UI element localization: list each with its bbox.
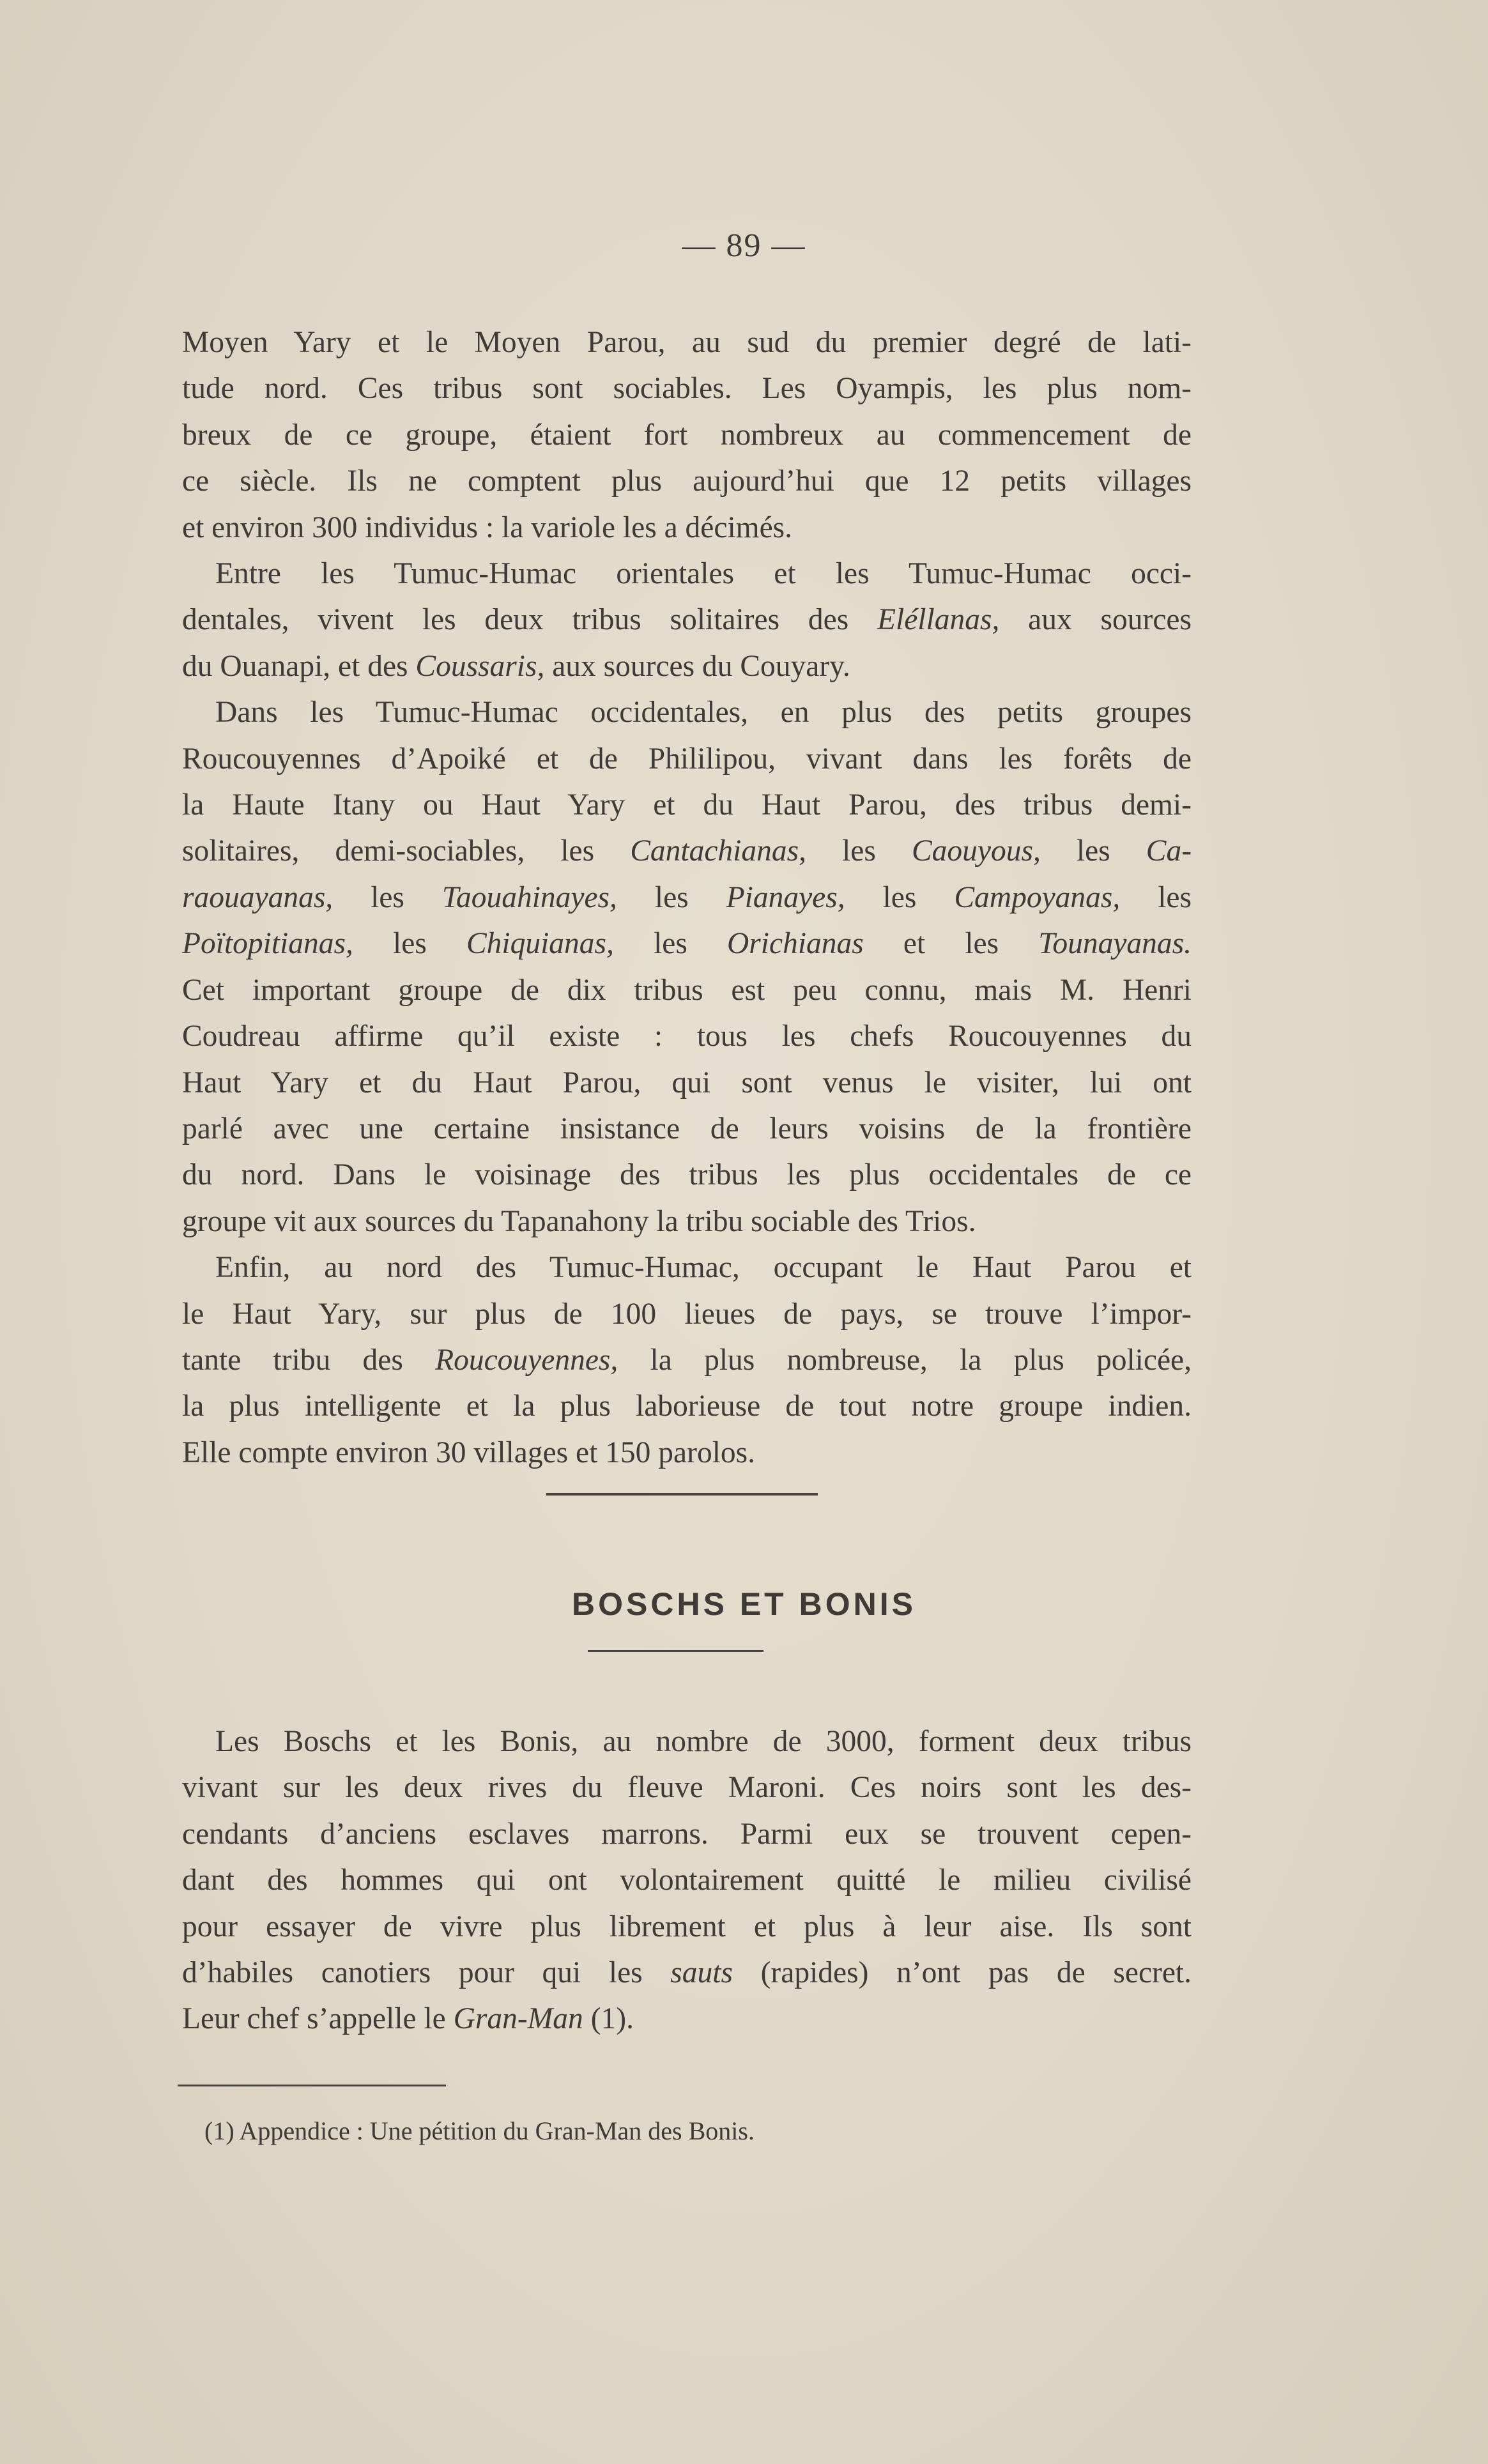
text-line: Enfin, au nord des Tumuc-Humac, occupant le Haut Parou et xyxy=(215,1251,1192,1285)
text-line: la plus intelligente et la plus laborieuse de tout notre groupe indien. xyxy=(182,1389,1192,1423)
text-line: la Haute Itany ou Haut Yary et du Haut Parou, des tribus demi- xyxy=(182,788,1192,822)
footnote-rule xyxy=(178,2085,446,2086)
text-line: du Ouanapi, et des Coussaris, aux sources du Couyary. xyxy=(182,649,850,683)
text-line: Haut Yary et du Haut Parou, qui sont venus le visiter, lui ont xyxy=(182,1066,1192,1099)
section-text-block xyxy=(182,1718,1192,2042)
text-line: dant des hommes qui ont volontairement quitté le milieu civilisé xyxy=(182,1863,1192,1897)
text-line: Leur chef s’appelle le Gran-Man (1). xyxy=(182,2002,634,2036)
text-line: le Haut Yary, sur plus de 100 lieues de pays, se trouve l’impor- xyxy=(182,1297,1192,1331)
paragraph xyxy=(182,551,1192,689)
text-line: Elle compte environ 30 villages et 150 parolos. xyxy=(182,1435,756,1469)
text-line: groupe vit aux sources du Tapanahony la tribu sociable des Trios. xyxy=(182,1204,976,1238)
section-divider-rule xyxy=(546,1493,818,1496)
main-text-block xyxy=(182,319,1192,1476)
paragraph xyxy=(182,1718,1192,2042)
text-line: Poïtopitianas, les Chiquianas, les Orichianas et les Tounayanas. xyxy=(182,927,1192,961)
paragraph xyxy=(182,689,1192,1244)
text-line: et environ 300 individus : la variole les a décimés. xyxy=(182,510,793,544)
title-underline-rule xyxy=(588,1650,763,1652)
text-line: Coudreau affirme qu’il existe : tous les chefs Roucouyennes du xyxy=(182,1020,1192,1053)
text-line: tante tribu des Roucouyennes, la plus nombreuse, la plus policée, xyxy=(182,1343,1192,1377)
paragraph xyxy=(182,1244,1192,1476)
text-line: dentales, vivent les deux tribus solitaires des Eléllanas, aux sources xyxy=(182,603,1192,637)
text-line: pour essayer de vivre plus librement et plus à leur aise. Ils sont xyxy=(182,1909,1192,1943)
text-line: du nord. Dans le voisinage des tribus les plus occidentales de ce xyxy=(182,1158,1192,1192)
text-line: Moyen Yary et le Moyen Parou, au sud du premier degré de lati- xyxy=(182,326,1192,359)
text-line: Cet important groupe de dix tribus est peu connu, mais M. Henri xyxy=(182,973,1192,1007)
text-line: Roucouyennes d’Apoiké et de Phililipou, vivant dans les forêts de xyxy=(182,742,1192,776)
section-title: BOSCHS ET BONIS xyxy=(572,1586,916,1622)
text-line: solitaires, demi-sociables, les Cantachianas, les Caouyous, les Ca- xyxy=(182,834,1192,868)
text-line: Les Boschs et les Bonis, au nombre de 3000, forment deux tribus xyxy=(215,1725,1192,1758)
text-line: Entre les Tumuc-Humac orientales et les Tumuc-Humac occi- xyxy=(215,557,1192,591)
text-line: d’habiles canotiers pour qui les sauts (rapides) n’ont pas de secret. xyxy=(182,1956,1192,1990)
text-line: vivant sur les deux rives du fleuve Maroni. Ces noirs sont les des- xyxy=(182,1771,1192,1805)
text-line: ce siècle. Ils ne comptent plus aujourd’hui que 12 petits villages xyxy=(182,464,1192,498)
text-line: breux de ce groupe, étaient fort nombreux au commencement de xyxy=(182,418,1192,452)
text-line: raouayanas, les Taouahinayes, les Pianayes, les Campoyanas, les xyxy=(182,880,1192,914)
footnote: (1) Appendice : Une pétition du Gran-Man des Bonis. xyxy=(204,2116,755,2145)
text-line: cendants d’anciens esclaves marrons. Parmi eux se trouvent cepen- xyxy=(182,1817,1192,1851)
text-line: Dans les Tumuc-Humac occidentales, en plus des petits groupes xyxy=(215,696,1192,730)
paragraph xyxy=(182,319,1192,551)
text-line: parlé avec une certaine insistance de leurs voisins de la frontière xyxy=(182,1112,1192,1145)
page-number: — 89 — xyxy=(682,227,806,264)
text-line: tude nord. Ces tribus sont sociables. Les Oyampis, les plus nom- xyxy=(182,372,1192,406)
